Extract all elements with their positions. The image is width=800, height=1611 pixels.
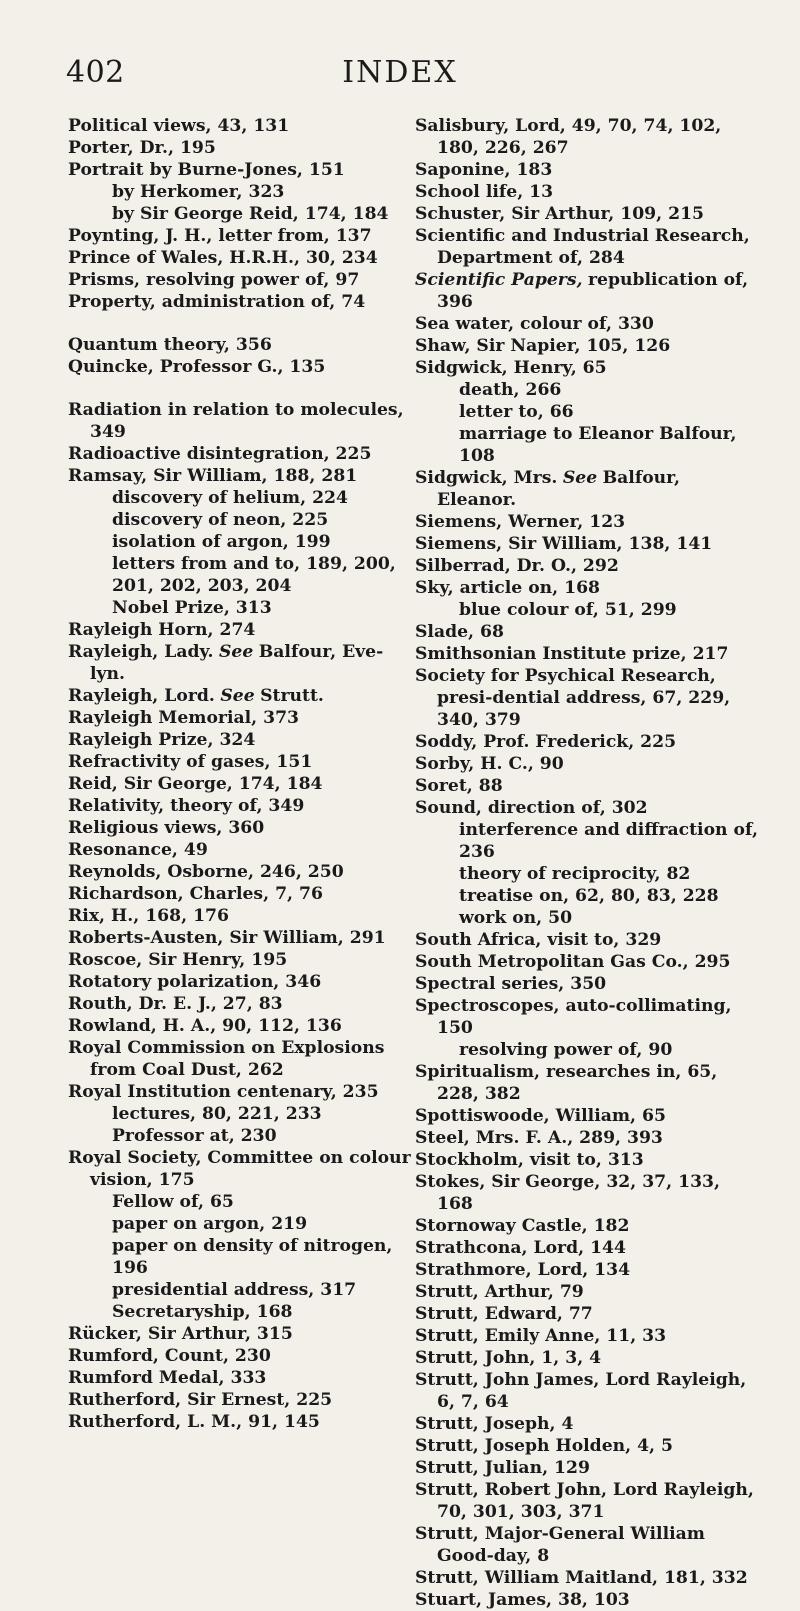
index-entry — [68, 1015, 413, 1037]
entry-text: Religious views, 360 — [68, 818, 265, 838]
index-subentry — [415, 819, 760, 863]
entry-text: death, 266 — [459, 380, 562, 400]
entry-text: Strutt, Arthur, 79 — [415, 1282, 584, 1302]
entry-text: Secretaryship, 168 — [112, 1302, 293, 1322]
index-entry — [415, 1347, 760, 1369]
index-entry — [68, 1081, 413, 1103]
index-entry — [415, 115, 760, 159]
index-entry — [415, 951, 760, 973]
entry-text: South Africa, visit to, 329 — [415, 930, 662, 950]
entry-text: Strathcona, Lord, 144 — [415, 1238, 626, 1258]
index-entry — [415, 1435, 760, 1457]
entry-text: Rowland, H. A., 90, 112, 136 — [68, 1016, 342, 1036]
entry-text: Spectral series, 350 — [415, 974, 607, 994]
index-entry — [68, 993, 413, 1015]
entry-text-continued: Strutt. — [260, 686, 324, 706]
entry-text: Strutt, Emily Anne, 11, 33 — [415, 1326, 667, 1346]
index-entry — [68, 949, 413, 971]
entry-text: Rayleigh Horn, 274 — [68, 620, 256, 640]
index-entry — [68, 247, 413, 269]
index-entry — [68, 795, 413, 817]
entry-text: Political views, 43, 131 — [68, 116, 290, 136]
index-entry — [415, 1457, 760, 1479]
index-entry — [415, 621, 760, 643]
index-entry — [415, 511, 760, 533]
index-entry — [415, 643, 760, 665]
index-subentry — [68, 1213, 413, 1235]
entry-text: Sound, direction of, 302 — [415, 798, 648, 818]
index-entry — [68, 1411, 413, 1433]
entry-text: Rayleigh, Lady. — [68, 642, 214, 662]
index-entry — [415, 467, 760, 511]
index-subentry — [415, 401, 760, 423]
entry-text: treatise on, 62, 80, 83, 228 — [459, 886, 719, 906]
index-subentry — [68, 203, 413, 225]
index-entry — [415, 1061, 760, 1105]
index-entry — [415, 1281, 760, 1303]
entry-text: by Sir George Reid, 174, 184 — [112, 204, 389, 224]
index-entry — [415, 665, 760, 731]
entry-text: paper on density of nitrogen, 196 — [112, 1236, 393, 1278]
entry-text: Reid, Sir George, 174, 184 — [68, 774, 323, 794]
index-entry — [68, 443, 413, 465]
index-entry — [415, 1303, 760, 1325]
entry-text: Porter, Dr., 195 — [68, 138, 216, 158]
index-entry — [68, 115, 413, 137]
entry-text: Stornoway Castle, 182 — [415, 1216, 630, 1236]
index-entry — [68, 465, 413, 487]
entry-text: Strutt, John James, Lord Rayleigh, 6, 7, 64 — [415, 1370, 747, 1412]
index-subentry — [415, 423, 760, 467]
index-entry — [68, 291, 413, 313]
entry-text: South Metropolitan Gas Co., 295 — [415, 952, 731, 972]
index-entry — [68, 729, 413, 751]
entry-text: Routh, Dr. E. J., 27, 83 — [68, 994, 283, 1014]
index-entry — [68, 1389, 413, 1411]
entry-text: Rayleigh Memorial, 373 — [68, 708, 299, 728]
see-reference: See — [220, 686, 255, 706]
index-entry — [415, 1325, 760, 1347]
index-subentry — [68, 1279, 413, 1301]
index-subentry — [68, 509, 413, 531]
index-subentry — [415, 863, 760, 885]
index-entry — [68, 971, 413, 993]
entry-text: Spectroscopes, auto-collimating, 150 — [415, 996, 732, 1038]
entry-text: Fellow of, 65 — [112, 1192, 234, 1212]
index-subentry — [68, 531, 413, 553]
entry-text: Sorby, H. C., 90 — [415, 754, 564, 774]
entry-text-continued: Balfour, Eve-lyn. — [90, 642, 384, 684]
entry-text: Rutherford, L. M., 91, 145 — [68, 1412, 320, 1432]
index-entry — [415, 753, 760, 775]
index-entry — [415, 203, 760, 225]
entry-text: discovery of neon, 225 — [112, 510, 329, 530]
entry-text: interference and diffraction of, 236 — [459, 820, 758, 862]
page-header — [0, 55, 800, 95]
entry-text: Rutherford, Sir Ernest, 225 — [68, 1390, 333, 1410]
index-entry — [68, 1367, 413, 1389]
entry-text: Rayleigh Prize, 324 — [68, 730, 256, 750]
index-entry — [415, 995, 760, 1039]
entry-text: Prince of Wales, H.R.H., 30, 234 — [68, 248, 378, 268]
index-entry — [68, 817, 413, 839]
index-subentry — [415, 885, 760, 907]
entry-text: Roscoe, Sir Henry, 195 — [68, 950, 288, 970]
index-subentry — [68, 1301, 413, 1323]
entry-text: discovery of helium, 224 — [112, 488, 348, 508]
entry-text: Slade, 68 — [415, 622, 504, 642]
entry-text: Royal Institution centenary, 235 — [68, 1082, 379, 1102]
index-entry — [68, 619, 413, 641]
entry-text: isolation of argon, 199 — [112, 532, 331, 552]
entry-text: work on, 50 — [459, 908, 573, 928]
index-subentry — [415, 599, 760, 621]
index-entry — [415, 1413, 760, 1435]
index-entry — [415, 269, 760, 313]
entry-text: Schuster, Sir Arthur, 109, 215 — [415, 204, 704, 224]
entry-text: paper on argon, 219 — [112, 1214, 308, 1234]
entry-text: by Herkomer, 323 — [112, 182, 285, 202]
index-entry — [68, 356, 413, 378]
entry-text: presidential address, 317 — [112, 1280, 357, 1300]
index-entry — [415, 1215, 760, 1237]
index-subentry — [68, 1125, 413, 1147]
index-subentry — [68, 597, 413, 619]
index-entry — [415, 1523, 760, 1567]
index-entry — [415, 1567, 760, 1589]
entry-text: Radiation in relation to molecules, 349 — [68, 400, 404, 442]
entry-text: Stokes, Sir George, 32, 37, 133, 168 — [415, 1172, 720, 1214]
entry-text: Rücker, Sir Arthur, 315 — [68, 1324, 293, 1344]
page-number: 402 — [66, 55, 125, 90]
entry-text: School life, 13 — [415, 182, 554, 202]
entry-text-continued: republication of, 396 — [437, 270, 749, 312]
index-entry — [68, 399, 413, 443]
entry-text-continued: Balfour, Eleanor. — [437, 468, 680, 510]
index-entry — [415, 731, 760, 753]
index-entry — [68, 707, 413, 729]
entry-text: Royal Commission on Explosions from Coal Dust, 262 — [68, 1038, 385, 1080]
entry-text: Silberrad, Dr. O., 292 — [415, 556, 619, 576]
entry-text: Salisbury, Lord, 49, 70, 74, 102, 180, 226, 267 — [415, 116, 722, 158]
index-entry — [415, 1479, 760, 1523]
index-entry — [415, 357, 760, 379]
entry-text: Rumford, Count, 230 — [68, 1346, 271, 1366]
index-entry — [415, 577, 760, 599]
entry-text: Saponine, 183 — [415, 160, 553, 180]
index-entry — [415, 797, 760, 819]
entry-text: marriage to Eleanor Balfour, 108 — [459, 424, 737, 466]
entry-text: Society for Psychical Research, presi-dential address, 67, 229, 340, 379 — [415, 666, 731, 730]
entry-text: Resonance, 49 — [68, 840, 208, 860]
index-entry — [68, 839, 413, 861]
index-entry — [68, 641, 413, 685]
letter-gap — [68, 378, 413, 399]
entry-text: Spiritualism, researches in, 65, 228, 382 — [415, 1062, 718, 1104]
entry-italic-title: Scientific Papers, — [415, 270, 583, 290]
entry-text: Scientific and Industrial Research, Department of, 284 — [415, 226, 750, 268]
entry-text: resolving power of, 90 — [459, 1040, 673, 1060]
index-entry — [415, 335, 760, 357]
index-entry — [415, 225, 760, 269]
entry-text: Soret, 88 — [415, 776, 503, 796]
entry-text: Ramsay, Sir William, 188, 281 — [68, 466, 358, 486]
entry-text: Refractivity of gases, 151 — [68, 752, 313, 772]
index-entry — [415, 313, 760, 335]
index-subentry — [415, 1039, 760, 1061]
index-entry — [68, 861, 413, 883]
index-subentry — [415, 379, 760, 401]
index-entry — [68, 1147, 413, 1191]
index-entry — [68, 1037, 413, 1081]
entry-text: Strutt, John, 1, 3, 4 — [415, 1348, 602, 1368]
index-subentry — [68, 553, 413, 597]
entry-text: Soddy, Prof. Frederick, 225 — [415, 732, 677, 752]
entry-text: Strutt, Major-General William Good-day, 8 — [415, 1524, 705, 1566]
index-entry — [415, 929, 760, 951]
index-entry — [415, 533, 760, 555]
index-subentry — [68, 1103, 413, 1125]
index-entry — [415, 159, 760, 181]
index-entry — [415, 1237, 760, 1259]
entry-text: lectures, 80, 221, 233 — [112, 1104, 322, 1124]
entry-text: Quantum theory, 356 — [68, 335, 272, 355]
entry-text: Portrait by Burne-Jones, 151 — [68, 160, 345, 180]
entry-text: Stockholm, visit to, 313 — [415, 1150, 644, 1170]
entry-text: Richardson, Charles, 7, 76 — [68, 884, 323, 904]
entry-text: Sea water, colour of, 330 — [415, 314, 654, 334]
see-reference: See — [562, 468, 598, 488]
index-subentry — [68, 487, 413, 509]
index-entry — [415, 1171, 760, 1215]
entry-text: blue colour of, 51, 299 — [459, 600, 677, 620]
entry-text: Sky, article on, 168 — [415, 578, 601, 598]
entry-text: letter to, 66 — [459, 402, 574, 422]
index-entry — [415, 1259, 760, 1281]
entry-text: Rayleigh, Lord. — [68, 686, 215, 706]
index-entry — [68, 773, 413, 795]
entry-text: Poynting, J. H., letter from, 137 — [68, 226, 372, 246]
index-entry — [415, 775, 760, 797]
entry-text: Professor at, 230 — [112, 1126, 277, 1146]
index-entry — [415, 1589, 760, 1611]
entry-text: Quincke, Professor G., 135 — [68, 357, 326, 377]
entry-text: theory of reciprocity, 82 — [459, 864, 691, 884]
entry-text: Siemens, Sir William, 138, 141 — [415, 534, 713, 554]
see-reference: See — [218, 642, 254, 662]
index-entry — [68, 905, 413, 927]
index-entry — [68, 159, 413, 181]
index-subentry — [68, 1191, 413, 1213]
entry-text: letters from and to, 189, 200, 201, 202, 203, 204 — [112, 554, 396, 596]
entry-text: Shaw, Sir Napier, 105, 126 — [415, 336, 671, 356]
index-entry — [415, 1105, 760, 1127]
index-entry — [415, 1149, 760, 1171]
index-subentry — [68, 1235, 413, 1279]
entry-text: Strutt, Joseph Holden, 4, 5 — [415, 1436, 673, 1456]
entry-text: Strutt, Edward, 77 — [415, 1304, 593, 1324]
entry-text: Smithsonian Institute prize, 217 — [415, 644, 729, 664]
index-subentry — [68, 181, 413, 203]
entry-text: Rix, H., 168, 176 — [68, 906, 229, 926]
entry-text: Sidgwick, Mrs. — [415, 468, 558, 488]
index-entry — [68, 137, 413, 159]
entry-text: Reynolds, Osborne, 246, 250 — [68, 862, 344, 882]
entry-text: Spottiswoode, William, 65 — [415, 1106, 666, 1126]
entry-text: Property, administration of, 74 — [68, 292, 366, 312]
index-entry — [68, 927, 413, 949]
index-entry — [68, 883, 413, 905]
entry-text: Strutt, William Maitland, 181, 332 — [415, 1568, 748, 1588]
index-entry — [68, 269, 413, 291]
index-entry — [415, 181, 760, 203]
entry-text: Nobel Prize, 313 — [112, 598, 272, 618]
entry-text: Prisms, resolving power of, 97 — [68, 270, 360, 290]
index-column-right — [415, 115, 760, 1611]
index-entry — [68, 225, 413, 247]
index-entry — [68, 1323, 413, 1345]
entry-text: Sidgwick, Henry, 65 — [415, 358, 607, 378]
index-entry — [415, 973, 760, 995]
index-column-left — [68, 115, 413, 1433]
entry-text: Rotatory polarization, 346 — [68, 972, 322, 992]
entry-text: Siemens, Werner, 123 — [415, 512, 626, 532]
entry-text: Rumford Medal, 333 — [68, 1368, 267, 1388]
entry-text: Relativity, theory of, 349 — [68, 796, 305, 816]
index-entry — [415, 1369, 760, 1413]
entry-text: Strathmore, Lord, 134 — [415, 1260, 631, 1280]
index-entry — [68, 1345, 413, 1367]
entry-text: Roberts-Austen, Sir William, 291 — [68, 928, 386, 948]
letter-gap — [68, 313, 413, 334]
entry-text: Stuart, James, 38, 103 — [415, 1590, 630, 1610]
entry-text: Steel, Mrs. F. A., 289, 393 — [415, 1128, 663, 1148]
entry-text: Royal Society, Committee on colour vision, 175 — [68, 1148, 411, 1190]
index-entry — [415, 555, 760, 577]
entry-text: Strutt, Julian, 129 — [415, 1458, 590, 1478]
index-subentry — [415, 907, 760, 929]
entry-text: Radioactive disintegration, 225 — [68, 444, 372, 464]
entry-text: Strutt, Joseph, 4 — [415, 1414, 574, 1434]
index-entry — [415, 1127, 760, 1149]
index-entry — [68, 751, 413, 773]
page-title: INDEX — [342, 55, 458, 90]
index-entry — [68, 334, 413, 356]
index-entry — [68, 685, 413, 707]
entry-text: Strutt, Robert John, Lord Rayleigh, 70, 301, 303, 371 — [415, 1480, 754, 1522]
